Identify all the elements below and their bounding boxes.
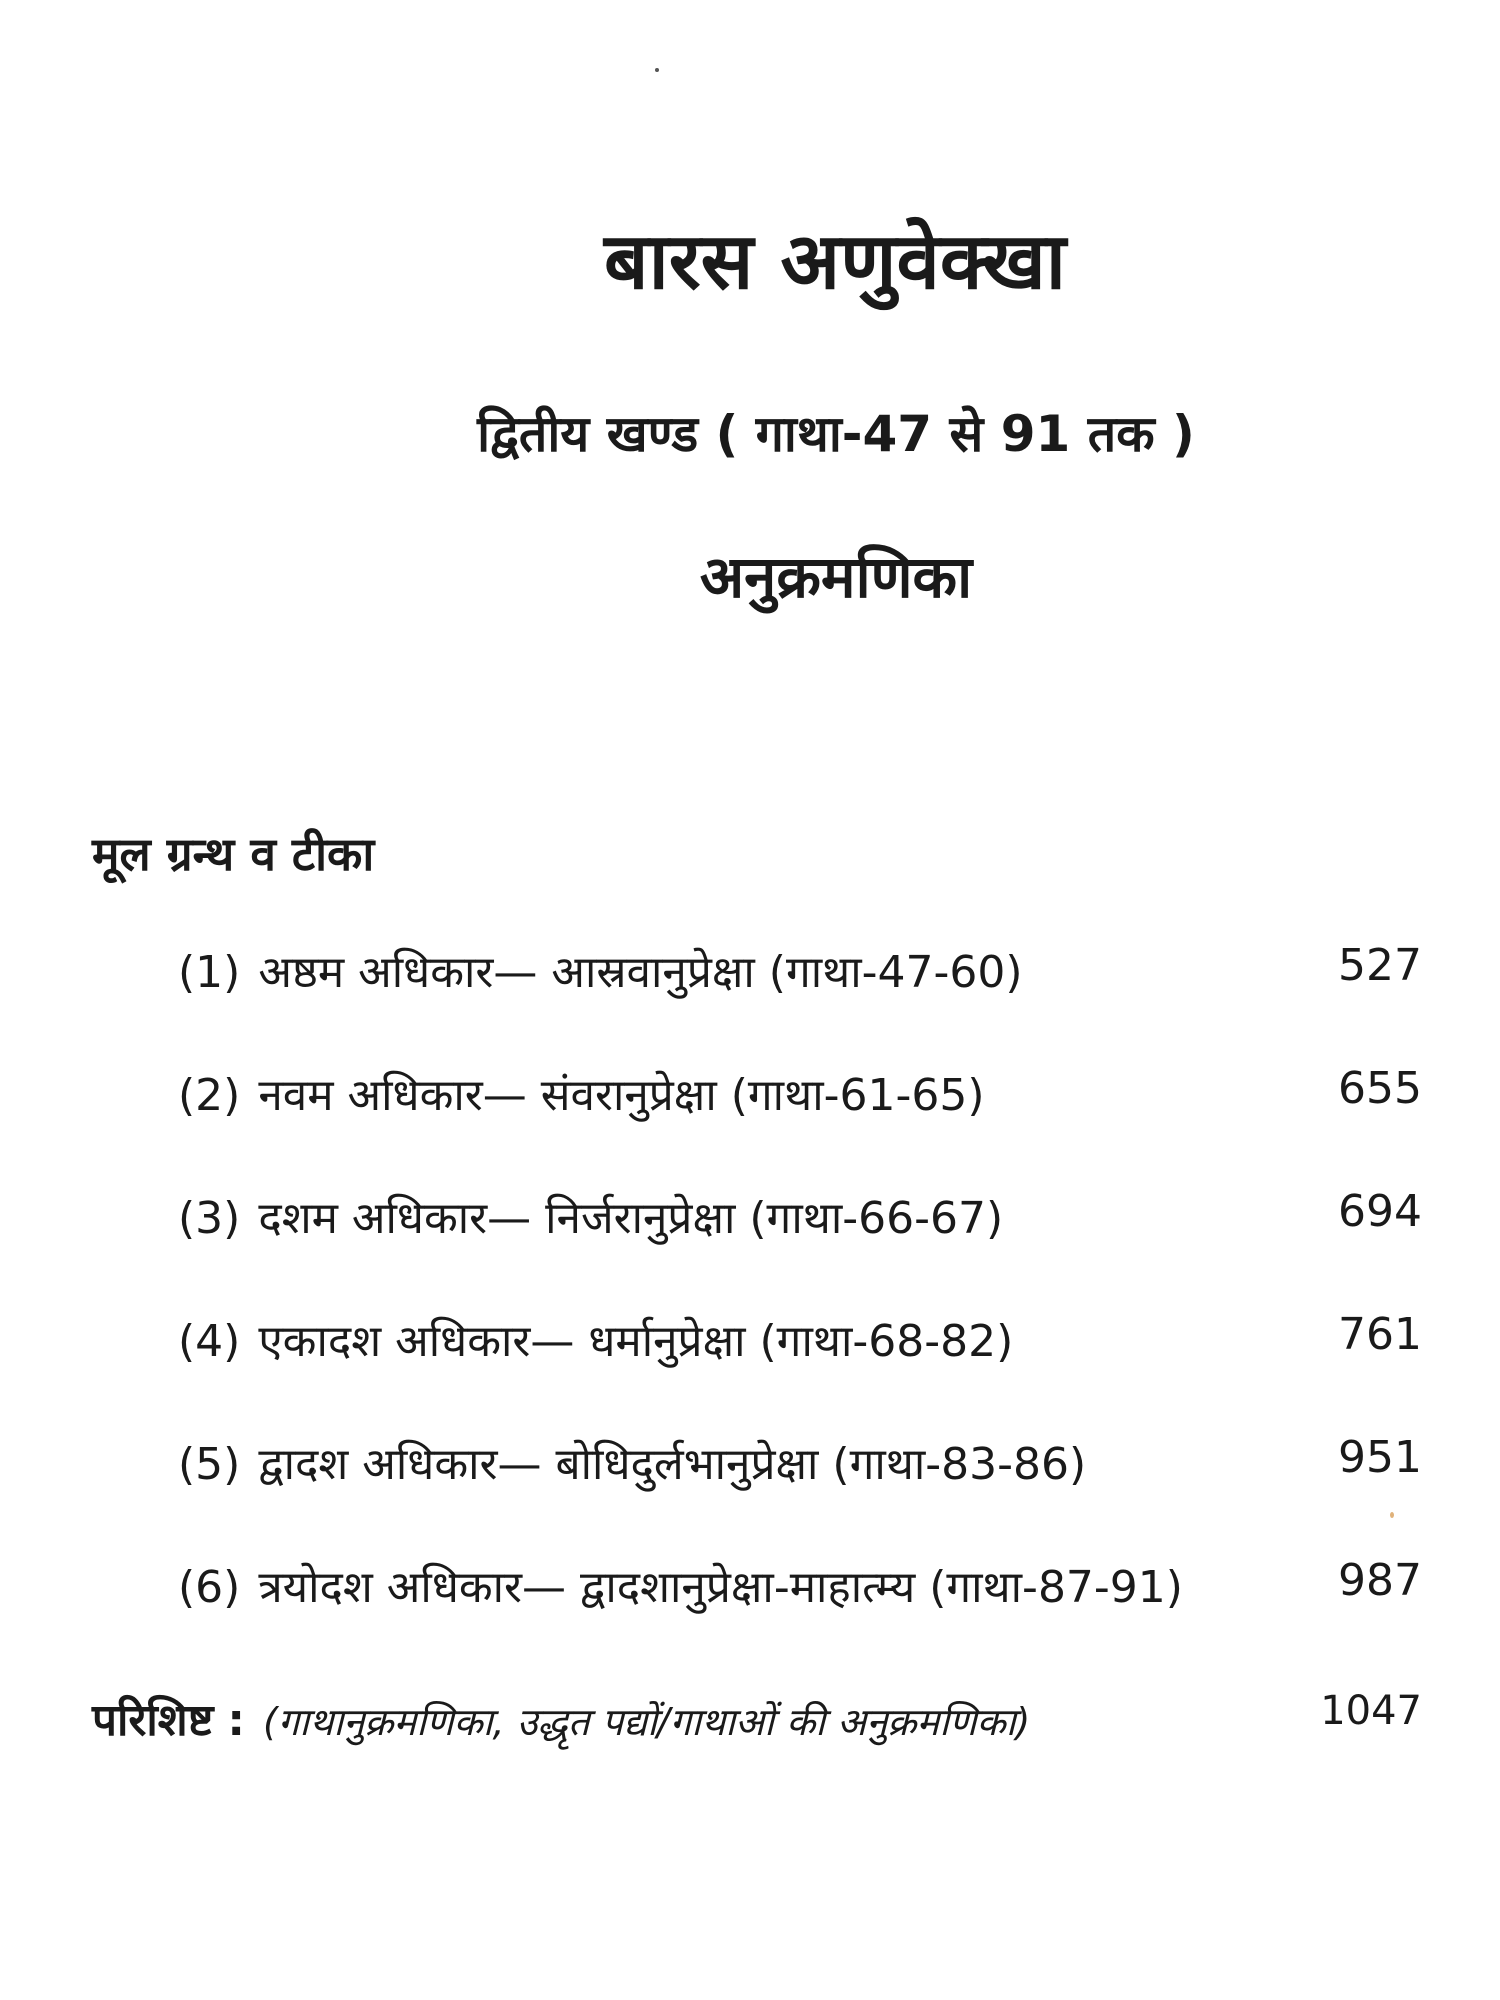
toc-entry-text [178, 1432, 1086, 1492]
toc-entry-title: दशम अधिकार— निर्जरानुप्रेक्षा (गाथा-66-67) [258, 1193, 1004, 1244]
book-title: बारस अणुवेक्खा [604, 217, 1066, 307]
toc-entry-number: (2) [178, 1070, 241, 1121]
toc-entry [0, 1432, 1500, 1555]
toc-entry-number: (6) [178, 1562, 241, 1613]
appendix-note: (गाथानुक्रमणिका, उद्धृत पद्यों/गाथाओं की अनुक्रमणिका) [263, 1700, 1031, 1744]
toc-entry-number: (3) [178, 1193, 241, 1244]
toc-entry-text [178, 1309, 1013, 1369]
toc-entry-title: द्वादश अधिकार— बोधिदुर्लभानुप्रेक्षा (गाथा-83-86) [258, 1439, 1087, 1490]
toc-entry [0, 1063, 1500, 1186]
toc-entry-title: त्रयोदश अधिकार— द्वादशानुप्रेक्षा-माहात्म्य (गाथा-87-91) [258, 1562, 1183, 1613]
toc-entry-page: 655 [1338, 1063, 1422, 1114]
toc-entry-page: 951 [1338, 1432, 1422, 1483]
toc-entry-text [178, 1063, 984, 1123]
volume-subtitle: द्वितीय खण्ड ( गाथा-47 से 91 तक ) [477, 405, 1195, 463]
toc-entry-number: (1) [178, 947, 241, 998]
appendix-label: परिशिष्ट [92, 1695, 214, 1746]
toc-entry-page: 694 [1338, 1186, 1422, 1237]
section-heading: मूल ग्रन्थ व टीका [92, 827, 375, 881]
toc-entry-page: 761 [1338, 1309, 1422, 1360]
toc-entry [0, 1186, 1500, 1309]
toc-entry-page: 527 [1338, 940, 1422, 991]
print-speck [655, 68, 659, 72]
appendix-label-group [92, 1688, 1030, 1748]
table-of-contents [0, 940, 1500, 1678]
toc-entry [0, 1309, 1500, 1432]
appendix-entry [92, 1688, 1422, 1748]
appendix-colon: : [227, 1695, 246, 1746]
toc-entry-number: (4) [178, 1316, 241, 1367]
toc-entry [0, 1555, 1500, 1678]
toc-entry-title: नवम अधिकार— संवरानुप्रेक्षा (गाथा-61-65) [258, 1070, 985, 1121]
toc-entry-text [178, 1186, 1003, 1246]
toc-entry-title: अष्ठम अधिकार— आस्रवानुप्रेक्षा (गाथा-47-60) [258, 947, 1023, 998]
index-heading: अनुक्रमणिका [699, 543, 973, 611]
toc-entry-page: 987 [1338, 1555, 1422, 1606]
toc-entry [0, 940, 1500, 1063]
toc-entry-number: (5) [178, 1439, 241, 1490]
appendix-page: 1047 [1320, 1688, 1422, 1734]
toc-entry-title: एकादश अधिकार— धर्मानुप्रेक्षा (गाथा-68-82) [258, 1316, 1014, 1367]
toc-entry-text [178, 940, 1023, 1000]
toc-entry-text [178, 1555, 1183, 1615]
